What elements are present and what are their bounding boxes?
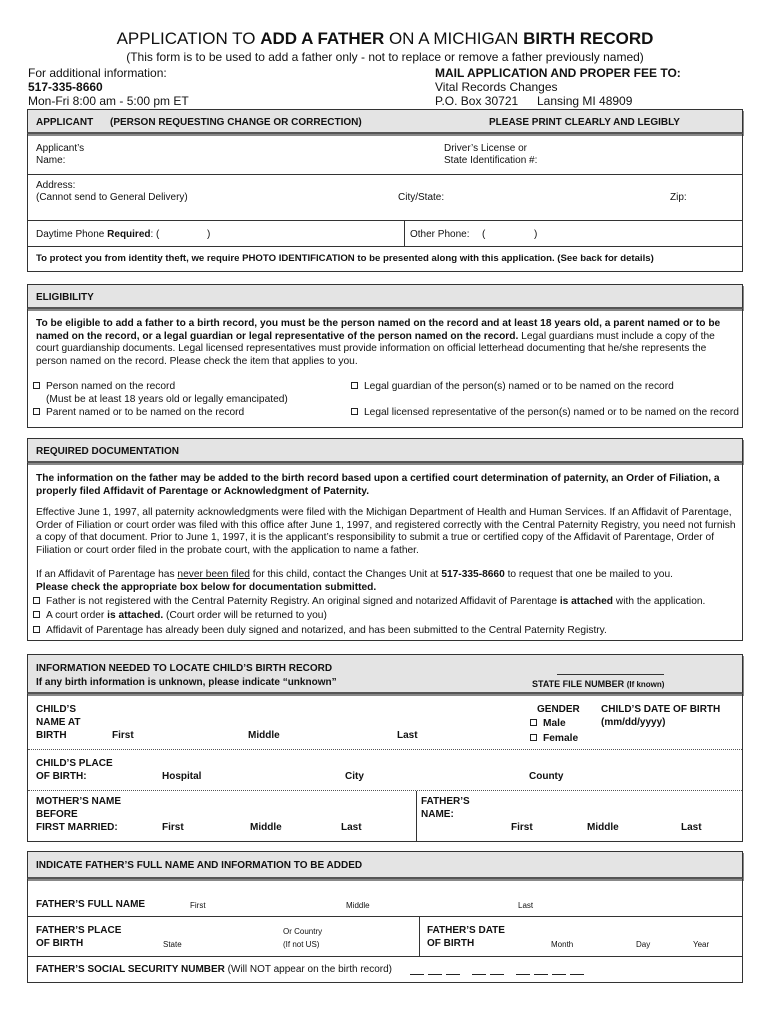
father-dob-label-1: FATHER’S DATE bbox=[427, 925, 505, 936]
mail-heading: MAIL APPLICATION AND PROPER FEE TO: bbox=[435, 66, 681, 80]
title-mid: ON A MICHIGAN bbox=[384, 29, 524, 48]
license-label-1: Driver’s License or bbox=[444, 143, 527, 154]
state-file-number-field[interactable] bbox=[557, 660, 664, 674]
documentation-header-text: REQUIRED DOCUMENTATION bbox=[36, 446, 179, 457]
option-label: Male bbox=[543, 718, 566, 729]
father-middle-label: Middle bbox=[587, 822, 619, 833]
option-label: Female bbox=[543, 733, 579, 744]
zip-field[interactable] bbox=[690, 186, 738, 206]
divider bbox=[28, 916, 742, 917]
ssn-digit-blank[interactable] bbox=[472, 966, 486, 975]
checkbox[interactable] bbox=[351, 382, 358, 389]
child-name-field[interactable] bbox=[100, 702, 520, 728]
eligibility-option-parent[interactable] bbox=[33, 407, 244, 418]
ssn-digit-blank[interactable] bbox=[552, 966, 566, 975]
license-label-2: State Identification #: bbox=[444, 155, 538, 166]
contact-phone: 517-335-8660 bbox=[28, 80, 103, 94]
ssn-digit-blank[interactable] bbox=[570, 966, 584, 975]
other-paren-close: ) bbox=[534, 229, 538, 240]
mother-name-label-2: BEFORE bbox=[36, 809, 78, 820]
divider bbox=[419, 917, 420, 956]
eligibility-header bbox=[27, 284, 743, 309]
title-bold-2: BIRTH RECORD bbox=[523, 29, 654, 48]
daytime-phone-label bbox=[36, 229, 159, 240]
father-dob-label-2: OF BIRTH bbox=[427, 938, 475, 949]
paren-open: : ( bbox=[150, 229, 160, 240]
child-first-label: First bbox=[112, 730, 134, 741]
eligibility-paragraph bbox=[36, 318, 736, 368]
divider bbox=[28, 174, 742, 175]
mother-middle-label: Middle bbox=[250, 822, 282, 833]
ssn-digit-blank[interactable] bbox=[516, 966, 530, 975]
father-place-label-1: FATHER’S PLACE bbox=[36, 925, 122, 936]
city-state-label: City/State: bbox=[398, 192, 445, 203]
child-name-label-1: CHILD’S bbox=[36, 704, 76, 715]
father-header-text: INDICATE FATHER’S FULL NAME AND INFORMATION TO BE ADDED bbox=[36, 860, 363, 871]
father-first-label: First bbox=[190, 901, 206, 910]
father-ssn-label bbox=[36, 964, 392, 975]
father-middle-label: Middle bbox=[346, 901, 370, 910]
child-dob-field[interactable] bbox=[601, 730, 736, 746]
divider bbox=[28, 220, 742, 221]
documentation-para-3 bbox=[36, 569, 736, 582]
mother-last-label: Last bbox=[341, 822, 362, 833]
paren-close: ) bbox=[207, 229, 211, 240]
divider bbox=[28, 246, 742, 247]
state-file-number-line bbox=[557, 674, 664, 675]
checkbox[interactable] bbox=[530, 734, 537, 741]
checkbox[interactable] bbox=[33, 597, 40, 604]
gender-female-option[interactable] bbox=[530, 733, 578, 744]
mother-first-label: First bbox=[162, 822, 184, 833]
para3-underlined: never been filed bbox=[177, 569, 250, 580]
city-state-field[interactable] bbox=[450, 186, 660, 206]
child-hospital-label: Hospital bbox=[162, 771, 202, 782]
required-text: Required bbox=[107, 229, 151, 240]
checkbox[interactable] bbox=[351, 408, 358, 415]
child-name-label-3: BIRTH bbox=[36, 730, 67, 741]
mother-name-label-1: MOTHER’S NAME bbox=[36, 796, 121, 807]
father-last-label: Last bbox=[518, 901, 534, 910]
eligibility-option-guardian[interactable] bbox=[351, 381, 674, 392]
other-phone-field[interactable] bbox=[545, 224, 735, 242]
child-city-label: City bbox=[345, 771, 364, 782]
state-file-number-label bbox=[532, 679, 664, 689]
if-known-text: (If known) bbox=[626, 680, 665, 689]
child-place-label-1: CHILD’S PLACE bbox=[36, 758, 113, 769]
applicant-header-mid: (PERSON REQUESTING CHANGE OR CORRECTION) bbox=[110, 117, 362, 128]
contact-label: For additional information: bbox=[28, 66, 167, 80]
checkbox[interactable] bbox=[33, 382, 40, 389]
child-county-label: County bbox=[529, 771, 564, 782]
ssn-label-bold: FATHER’S SOCIAL SECURITY NUMBER bbox=[36, 964, 225, 975]
contact-hours: Mon-Fri 8:00 am - 5:00 pm ET bbox=[28, 94, 189, 108]
dotted-divider bbox=[28, 790, 742, 791]
applicant-name-label-1: Applicant’s bbox=[36, 143, 85, 154]
mail-pobox: P.O. Box 30721 bbox=[435, 94, 519, 108]
father-day-label: Day bbox=[636, 940, 651, 949]
child-dob-label-1: CHILD’S DATE OF BIRTH bbox=[601, 704, 721, 715]
mother-name-field[interactable] bbox=[140, 796, 410, 820]
license-field[interactable] bbox=[545, 148, 735, 170]
father-dob-field[interactable] bbox=[530, 920, 735, 936]
address-field[interactable] bbox=[190, 180, 390, 210]
father-name-label-2: NAME: bbox=[421, 809, 454, 820]
child-dob-label-2: (mm/dd/yyyy) bbox=[601, 717, 666, 728]
eligibility-header-text: ELIGIBILITY bbox=[36, 292, 94, 303]
mail-line1: Vital Records Changes bbox=[435, 80, 558, 94]
checkbox[interactable] bbox=[530, 719, 537, 726]
checkbox[interactable] bbox=[33, 408, 40, 415]
option-label: Person named on the record bbox=[46, 381, 176, 392]
father-country-label-1: Or Country bbox=[283, 927, 323, 936]
documentation-para-1: The information on the father may be added to the birth record based upon a certified court determination of paternity, an Order of Filiation, a properly filed Affidavit of Parentage or Acknowledgment of Paternity. bbox=[36, 473, 720, 497]
dotted-divider bbox=[28, 749, 742, 750]
father-name-label-1: FATHER’S bbox=[421, 796, 470, 807]
mother-name-label-3: FIRST MARRIED: bbox=[36, 822, 118, 833]
identity-note: To protect you from identity theft, we require PHOTO IDENTIFICATION to be presented along with this application. (See back for details) bbox=[36, 253, 654, 264]
documentation-check-heading: Please check the appropriate box below for documentation submitted. bbox=[36, 582, 377, 593]
option-label: Affidavit of Parentage has already been duly signed and notarized, and has been submitted to the Central Paternity Registry. bbox=[46, 625, 607, 636]
daytime-phone-text: Daytime Phone bbox=[36, 229, 108, 240]
father-first-label: First bbox=[511, 822, 533, 833]
option-label: A court order bbox=[46, 610, 108, 621]
documentation-option-court-order[interactable] bbox=[33, 610, 327, 621]
child-place-label-2: OF BIRTH: bbox=[36, 771, 87, 782]
option-label: (Court order will be returned to you) bbox=[163, 610, 327, 621]
father-place-label-2: OF BIRTH bbox=[36, 938, 84, 949]
option-label: Father is not registered with the Central Paternity Registry. An original signed and notarized Affidavit of Parentage bbox=[46, 596, 560, 607]
father-ssn-field[interactable] bbox=[410, 962, 588, 980]
state-file-text: STATE FILE NUMBER bbox=[532, 679, 625, 689]
father-country-label-2: (If not US) bbox=[283, 940, 320, 949]
option-label-bold: is attached bbox=[559, 596, 614, 607]
ssn-digit-blank[interactable] bbox=[446, 966, 460, 975]
documentation-option-affidavit-attached[interactable] bbox=[33, 596, 705, 607]
option-label: Parent named or to be named on the record bbox=[46, 407, 245, 418]
checkbox[interactable] bbox=[33, 611, 40, 618]
applicant-name-label-2: Name: bbox=[36, 155, 66, 166]
para3-c: to request that one be mailed to you. bbox=[504, 569, 673, 580]
eligibility-option-representative[interactable] bbox=[351, 407, 739, 418]
para3-a: If an Affidavit of Parentage has bbox=[36, 569, 178, 580]
father-name-field[interactable] bbox=[470, 796, 735, 820]
ssn-note: (Will NOT appear on the birth record) bbox=[224, 964, 393, 975]
para3-b: for this child, contact the Changes Unit at bbox=[249, 569, 442, 580]
documentation-option-already-submitted[interactable] bbox=[33, 625, 607, 636]
father-last-label: Last bbox=[681, 822, 702, 833]
address-label-2: (Cannot send to General Delivery) bbox=[36, 192, 188, 203]
ssn-digit-blank[interactable] bbox=[534, 966, 548, 975]
father-month-label: Month bbox=[551, 940, 574, 949]
eligibility-option-person-sub: (Must be at least 18 years old or legally emancipated) bbox=[46, 394, 288, 405]
documentation-para-2: Effective June 1, 1997, all paternity acknowledgments were filed with the Michigan Department of Health and Human Services. If an Affidavit of Parentage, Order of Filiation or court order was filed with this office after June 1, 1997, and registered correctly with the Central Paternity Registry, you need not furnish a copy of that document. Prior to June 1, 1997, it is the applicant’s responsibility to submit a true or certified copy of the Affidavit of Parentage, Order of Filiation or court order filed in the probate court, with the application to name a father. bbox=[36, 507, 736, 556]
father-year-label: Year bbox=[693, 940, 710, 949]
father-place-field[interactable] bbox=[150, 920, 410, 936]
applicant-header-right: PLEASE PRINT CLEARLY AND LEGIBLY bbox=[489, 117, 680, 128]
divider bbox=[404, 220, 405, 246]
title-bold-1: ADD A FATHER bbox=[260, 29, 385, 48]
ssn-digit-blank[interactable] bbox=[490, 966, 504, 975]
father-full-name-label: FATHER’S FULL NAME bbox=[36, 899, 146, 910]
child-header-line-2: If any birth information is unknown, please indicate “unknown” bbox=[36, 677, 337, 688]
zip-label: Zip: bbox=[670, 192, 687, 203]
applicant-name-field[interactable] bbox=[80, 148, 435, 170]
option-label-bold: is attached. bbox=[107, 610, 164, 621]
title-pre: APPLICATION TO bbox=[116, 29, 261, 48]
child-last-label: Last bbox=[397, 730, 418, 741]
child-header-line-1: INFORMATION NEEDED TO LOCATE CHILD’S BIRTH RECORD bbox=[36, 663, 333, 674]
father-state-label: State bbox=[163, 940, 182, 949]
gender-male-option[interactable] bbox=[530, 718, 566, 729]
page-subtitle: (This form is to be used to add a father only - not to replace or remove a father previously named) bbox=[126, 50, 644, 64]
page-title bbox=[0, 29, 770, 49]
option-label: Legal licensed representative of the person(s) named or to be named on the record bbox=[364, 407, 739, 418]
ssn-digit-blank[interactable] bbox=[410, 966, 424, 975]
child-place-field[interactable] bbox=[120, 754, 735, 770]
other-paren-open: ( bbox=[482, 229, 486, 240]
divider bbox=[28, 956, 742, 957]
para3-phone: 517-335-8660 bbox=[441, 569, 505, 580]
eligibility-para-bold: To be eligible to add a father to a birth record, you must be the person named on the record and at least 18 years old, a parent named or to be named on the record, or a legal guardian or legal representative of the person named on the record. bbox=[36, 318, 721, 342]
daytime-phone-field[interactable] bbox=[215, 224, 400, 242]
child-name-label-2: NAME AT bbox=[36, 717, 81, 728]
eligibility-option-person[interactable] bbox=[33, 381, 175, 392]
eligibility-para-rest: Legal guardians must include a copy of the court guardianship documents. Legal licensed representatives must provide information on official letterhead documenting that he/she represents the person named on the record. Please check the item that applies to you. bbox=[36, 330, 715, 367]
gender-label: GENDER bbox=[537, 704, 580, 715]
ssn-digit-blank[interactable] bbox=[428, 966, 442, 975]
option-label: with the application. bbox=[613, 596, 706, 607]
applicant-header-left: APPLICANT bbox=[36, 117, 94, 128]
checkbox[interactable] bbox=[33, 626, 40, 633]
option-label: Legal guardian of the person(s) named or to be named on the record bbox=[364, 381, 674, 392]
father-full-name-field[interactable] bbox=[180, 884, 735, 900]
other-phone-label: Other Phone: bbox=[410, 229, 470, 240]
divider bbox=[416, 791, 417, 842]
address-label-1: Address: bbox=[36, 180, 76, 191]
mail-city: Lansing MI 48909 bbox=[537, 94, 633, 108]
child-middle-label: Middle bbox=[248, 730, 280, 741]
